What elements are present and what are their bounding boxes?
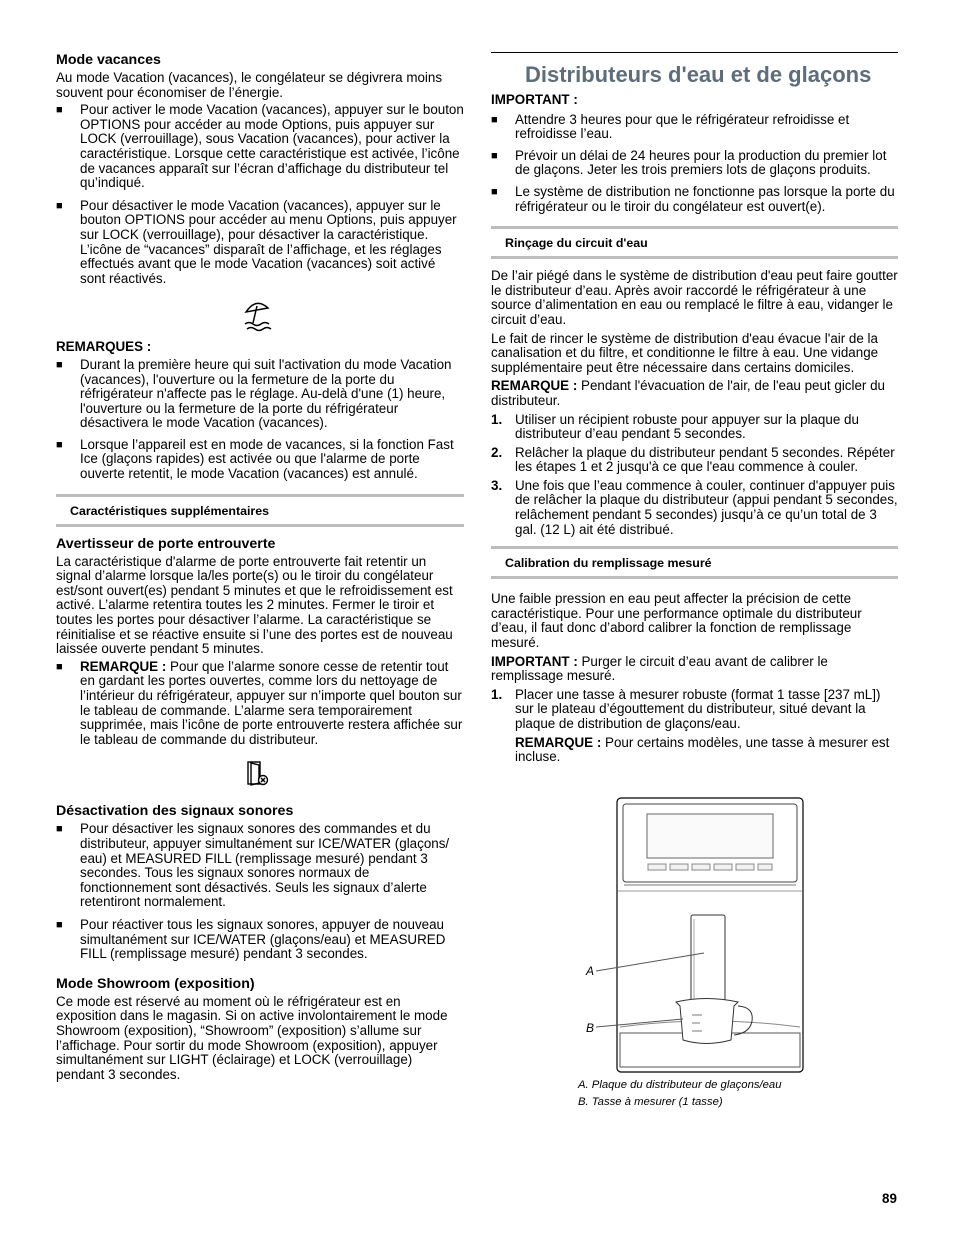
rinse-title: Rinçage du circuit d'eau [491,226,898,259]
door-alarm-note [56,660,464,748]
notes-heading: REMARQUES : [56,339,152,355]
rinse-p1: De l’air piégé dans le système de distribution d'eau peut faire goutter le distributeur d’eau. Après avoir raccordé le réfrigérateur à une source d’alimentation en eau ou remplacé le filtre à eau, vidanger le circuit d’eau. [491,268,898,327]
list-item: ■ Attendre 3 heures pour que le réfrigérateur refroidisse et refroidisse l’eau. [491,113,898,142]
right-column [491,52,898,765]
step-text: Une fois que l’eau commence à couler, continuer d'appuyer puis de relâcher la plaque du distributeur (appui pendant 5 secondes, relâchement pendant 5 secondes) jusqu’à ce qu’un total de 3 gal. (12 L) ait été distribué. [515,477,898,537]
figure-label-b: B [586,1021,595,1035]
list-item: ■ Pour réactiver tous les signaux sonores, appuyer de nouveau simultanément sur ICE/WATER (glaçons/eau) et MEASURED FILL (remplissage mesuré) pendant 3 secondes. [56,918,464,962]
rinse-note [491,379,898,408]
figure-label-a: A [586,964,595,978]
list-item [491,479,898,537]
vacation-heading: Mode vacances [56,52,161,68]
rinse-steps [491,413,898,538]
vacation-icon-area [56,286,464,340]
step-number: 3. [491,477,503,493]
dispenser-illustration [578,795,818,1075]
door-icon-area [56,747,464,803]
vacation-icon [236,295,276,335]
list-item [491,446,898,475]
step-text: Utiliser un récipient robuste pour appuyer sur la plaque du distributeur d’eau pendant 5 secondes. [515,411,859,442]
list-item: ■ Le système de distribution ne fonctionne pas lorsque la porte du réfrigérateur ou le tiroir du congélateur est ouvert(e). [491,185,898,214]
extra-features-title: Caractéristiques supplémentaires [56,494,464,527]
note-text: Pour certains modèles, une tasse à mesurer est incluse. [515,734,890,765]
door-alarm-text: La caractéristique d'alarme de porte entrouverte fait retentir un signal d’alarme lorsque la/les porte(s) ou le tiroir du congélateur est/sont ouvert(es) pendant 5 minutes et que le refroidissement est activé. L’alarme retentira toutes les 2 minutes. Fermer le tiroir et toutes les portes pour désactiver l’alarme. La caractéristique se réinitialise et se réactive ensuite si l’une des portes est de nouveau laissée ouverte pendant 5 minutes. [56,553,453,657]
list-item: ■ Pour désactiver le mode Vacation (vacances), appuyer sur le bouton OPTIONS pour accéder au menu Options, puis appuyer sur LOCK (verrouillage), pour désactiver la caractéristique. L’icône de “vacances” disparaît de l’affichage, et les réglages effectués avant que le mode Vacation (vacances) soit activé sont réactivés. [56,199,464,287]
showroom-heading: Mode Showroom (exposition) [56,975,255,992]
showroom-text: Ce mode est réservé au moment où le réfrigérateur est en exposition dans le magasin. Si on active involontairement le mode Showroom (exposition), “Showroom” (exposition) s’allume sur l’affichage. Pour sortir du mode Showroom (exposition), appuyer simultanément sur LIGHT (éclairage) et LOCK (verrouillage) pendant 3 secondes. [56,993,448,1082]
caption-b: B. Tasse à mesurer (1 tasse) [578,1096,723,1108]
list-item [491,688,898,732]
important-label: IMPORTANT : [491,92,578,107]
title-rule [491,52,898,88]
important-text: Purger le circuit d’eau avant de calibrer le remplissage mesuré. [491,653,828,684]
sounds-heading: Désactivation des signaux sonores [56,803,294,820]
note-text: Pour que l’alarme sonore cesse de retentir tout en gardant les portes ouvertes, comme lors du nettoyage de l’intérieur du réfrigérateur, appuyer sur n’importe quel bouton sur le tableau de commande. L’alarme sera temporairement supprimée, mais l’icône de porte entrouverte restera affichée sur le tableau de commande du distributeur. [80,658,463,747]
list-item [56,660,464,748]
door-alarm-heading: Avertisseur de porte entrouverte [56,535,276,552]
list-item: ■ Prévoir un délai de 24 heures pour la production du premier lot de glaçons. Jeter les trois premiers lots de glaçons produits. [491,149,898,178]
notes-list [56,358,464,482]
important-bullets [491,113,898,215]
figure-caption [578,1077,781,1111]
vacation-intro: Au mode Vacation (vacances), le congélateur se dégivrera moins souvent pour économiser de l’énergie. [56,70,443,100]
step-text: Relâcher la plaque du distributeur pendant 5 secondes. Répéter les étapes 1 et 2 jusqu'à ce que l'eau commence à couler. [515,444,895,475]
vacation-bullets [56,103,464,286]
calibration-steps [491,688,898,732]
sounds-bullets [56,822,464,961]
note-label: REMARQUE : [491,378,578,394]
page-title: Distributeurs d'eau et de glaçons [525,62,872,87]
important-label: IMPORTANT : [491,653,578,669]
note-label: REMARQUE : [515,734,602,750]
calibration-note [491,736,898,765]
list-item: ■ Pour activer le mode Vacation (vacances), appuyer sur le bouton OPTIONS pour accéder au mode Options, puis appuyer sur LOCK (verrouillage), sous Vacation (vacances), pour activer la caractéristique. Lorsque cette caractéristique est activée, l’icône de vacances apparaît sur l’écran d’affichage du distributeur tel qu’indiqué. [56,103,464,191]
list-item: ■ Lorsque l’appareil est en mode de vacances, si la fonction Fast Ice (glaçons rapides) est activée ou que l'alarme de porte ouverte retentit, le mode Vacation (vacances) est annulé. [56,438,464,482]
page-number: 89 [882,1191,897,1206]
caption-a: A. Plaque du distributeur de glaçons/eau [578,1079,782,1091]
note-label: REMARQUE : [80,658,167,674]
list-item: ■ Pour désactiver les signaux sonores des commandes et du distributeur, appuyer simultanément sur ICE/WATER (glaçons/ eau) et MEASURED FILL (remplissage mesuré) pendant 3 secondes. Tous les signaux sonores normaux de fonctionnement sont désactivés. Seuls les signaux d’alerte retentiront normalement. [56,822,464,910]
left-column [56,52,464,1082]
step-number: 1. [491,686,503,702]
list-item: ■ Durant la première heure qui suit l'activation du mode Vacation (vacances), l'ouverture ou la fermeture de la porte du réfrigérateur n'affecte pas le réglage. Au-delà d'une (1) heure, l'ouverture ou la fermeture de la porte du réfrigérateur désactivera le mode Vacation (vacances). [56,358,464,431]
list-item [491,413,898,442]
calibration-important [491,655,898,684]
calibration-p1: Une faible pression en eau peut affecter la précision de cette caractéristique. Pour une performance optimale du distributeur d’eau, il faut donc d’abord calibrer la fonction de remplissage mesuré. [491,591,862,651]
step-number: 1. [491,411,503,427]
rinse-p2: Le fait de rincer le système de distribution d'eau évacue l'air de la canalisation et du filtre, et conditionne le filtre à eau. Une vidange supplémentaire peut être nécessaire dans certains domiciles. [491,330,879,375]
step-text: Placer une tasse à mesurer robuste (format 1 tasse [237 mL]) sur le plateau d’égouttement du distributeur, situé devant la plaque de distribution de glaçons/eau. [515,686,881,731]
step-number: 2. [491,444,503,460]
door-ajar-icon [246,760,270,788]
note-text: Pendant l'évacuation de l'air, de l'eau peut gicler du distributeur. [491,378,885,408]
calibration-title: Calibration du remplissage mesuré [491,546,898,579]
